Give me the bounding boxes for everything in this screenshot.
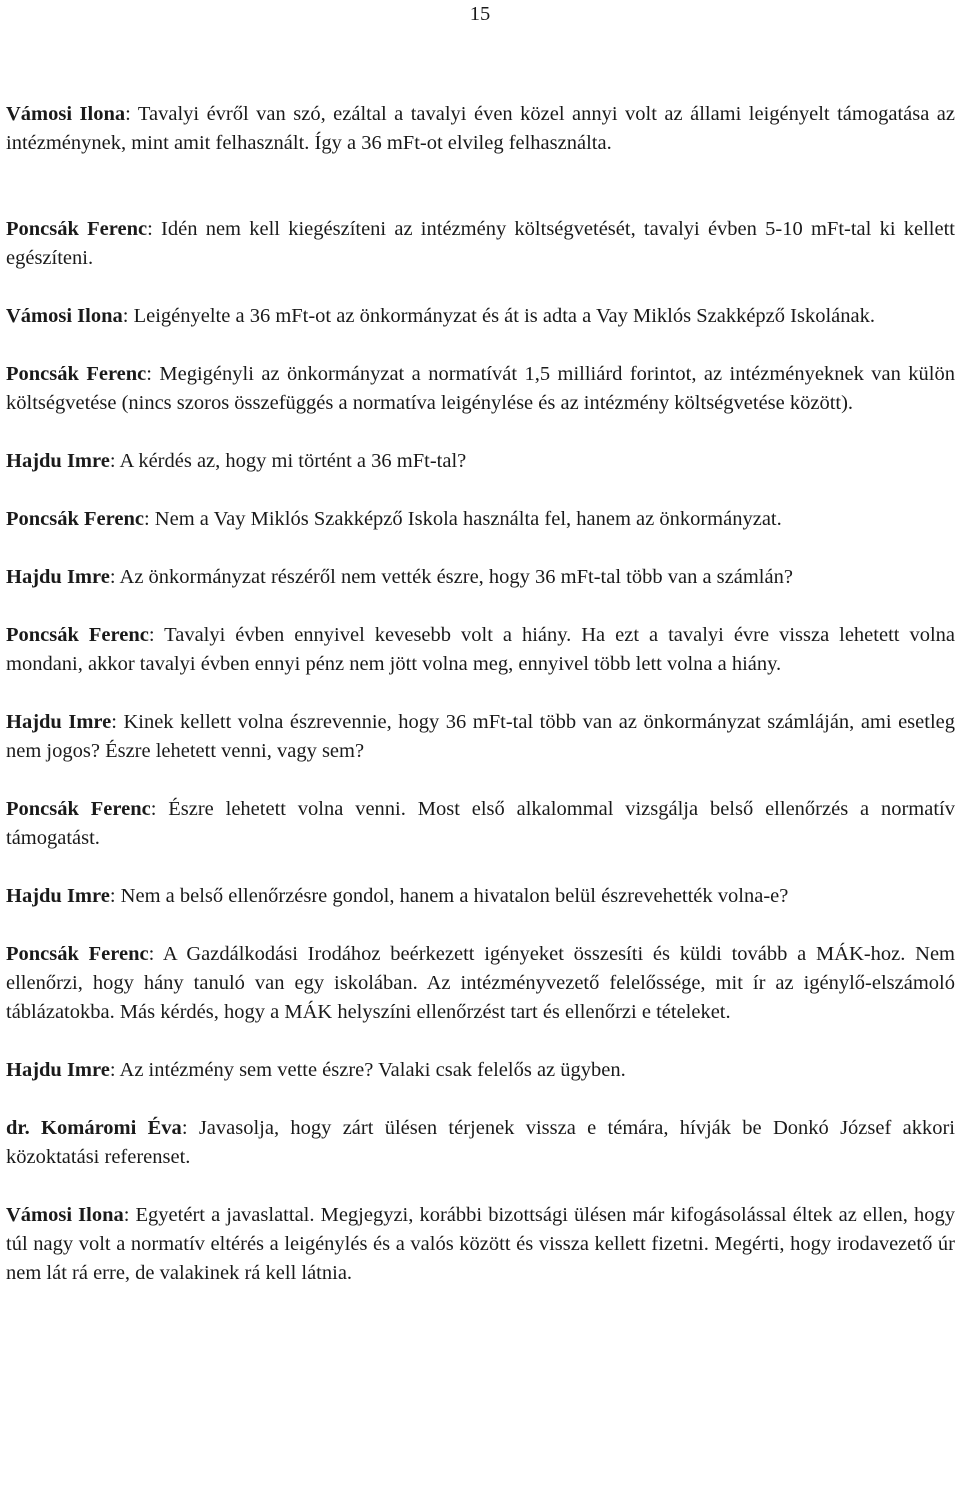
speaker-name: dr. Komáromi Éva [6, 1117, 182, 1139]
statement-text: : Leigényelte a 36 mFt-ot az önkormányzat és át is adta a Vay Miklós Szakképző Iskolának. [122, 305, 875, 327]
speaker-name: Poncsák Ferenc [6, 624, 149, 646]
statement-text: : Nem a Vay Miklós Szakképző Iskola használta fel, hanem az önkormányzat. [143, 508, 782, 530]
speaker-name: Poncsák Ferenc [6, 218, 148, 240]
speaker-name: Poncsák Ferenc [6, 363, 147, 385]
speaker-name: Vámosi Ilona [6, 1204, 124, 1226]
statement-text: : Javasolja, hogy zárt ülésen térjenek vissza e témára, hívják be Donkó József akkori közoktatási referenset. [6, 1117, 955, 1168]
paragraph-8 [6, 621, 955, 679]
statement-text: : A kérdés az, hogy mi történt a 36 mFt-tal? [109, 450, 467, 472]
statement-text: : Nem a belső ellenőrzésre gondol, hanem a hivatalon belül észrevehették volna-e? [109, 885, 789, 907]
paragraph-6 [6, 505, 955, 534]
statement-text: : Észre lehetett volna venni. Most első alkalommal vizsgálja belső ellenőrzés a normatív támogatást. [6, 798, 955, 849]
paragraph-1 [6, 100, 955, 158]
speaker-name: Vámosi Ilona [6, 305, 123, 327]
statement-text: : Egyetért a javaslattal. Megjegyzi, korábbi bizottsági ülésen már kifogásolással éltek az ellen, hogy túl nagy volt a normatív eltérés a leigénylés és a valós között és vissza kellett fizetni. Megérti, hogy irodavezető úr nem lát rá erre, de valakinek rá kell látnia. [6, 1204, 955, 1284]
speaker-name: Vámosi Ilona [6, 103, 126, 125]
statement-text: : Tavalyi évről van szó, ezáltal a tavalyi éven közel annyi volt az állami leigényelt támogatása az intézménynek, mint amit felhasznált. Így a 36 mFt-ot elvileg felhasználta. [6, 103, 955, 154]
paragraph-10 [6, 795, 955, 853]
paragraph-14 [6, 1114, 955, 1172]
paragraph-7 [6, 563, 955, 592]
document-body [6, 100, 955, 1288]
paragraph-5 [6, 447, 955, 476]
paragraph-9 [6, 708, 955, 766]
paragraph-2 [6, 215, 955, 273]
paragraph-11 [6, 882, 955, 911]
speaker-name: Hajdu Imre [6, 711, 112, 733]
speaker-name: Hajdu Imre [6, 450, 110, 472]
statement-text: : Az önkormányzat részéről nem vették észre, hogy 36 mFt-tal több van a számlán? [109, 566, 793, 588]
speaker-name: Poncsák Ferenc [6, 798, 151, 820]
statement-text: : Idén nem kell kiegészíteni az intézmény költségvetését, tavalyi évben 5-10 mFt-tal ki kellett egészíteni. [6, 218, 955, 269]
statement-text: : A Gazdálkodási Irodához beérkezett igényeket összesíti és küldi tovább a MÁK-hoz. Nem ellenőrzi, hogy hány tanuló van egy iskolában. Az intézményvezető felelőssége, mit ír az igénylő-elszámoló táblázatokba. Más kérdés, hogy a MÁK helyszíni ellenőrzést tart és ellenőrzi e tételeket. [6, 943, 955, 1023]
speaker-name: Hajdu Imre [6, 566, 110, 588]
page-number: 15 [469, 3, 491, 25]
paragraph-15 [6, 1201, 955, 1288]
speaker-name: Hajdu Imre [6, 885, 110, 907]
speaker-name: Hajdu Imre [6, 1059, 110, 1081]
paragraph-13 [6, 1056, 955, 1085]
paragraph-3 [6, 302, 955, 331]
statement-text: : Megigényli az önkormányzat a normatívát 1,5 milliárd forintot, az intézményeknek van külön költségvetése (nincs szoros összefüggés a normatíva leigénylése és az intézmény költségvetése között). [6, 363, 955, 414]
statement-text: : Tavalyi évben ennyivel kevesebb volt a hiány. Ha ezt a tavalyi évre vissza lehetett volna mondani, akkor tavalyi évben ennyi pénz nem jött volna meg, ennyivel több lett volna a hiány. [6, 624, 955, 675]
speaker-name: Poncsák Ferenc [6, 508, 144, 530]
statement-text: : Az intézmény sem vette észre? Valaki csak felelős az ügyben. [109, 1059, 626, 1081]
statement-text: : Kinek kellett volna észrevennie, hogy 36 mFt-tal több van az önkormányzat számláján, ami esetleg nem jogos? Észre lehetett venni, vagy sem? [6, 711, 955, 762]
paragraph-12 [6, 940, 955, 1027]
paragraph-4 [6, 360, 955, 418]
speaker-name: Poncsák Ferenc [6, 943, 149, 965]
